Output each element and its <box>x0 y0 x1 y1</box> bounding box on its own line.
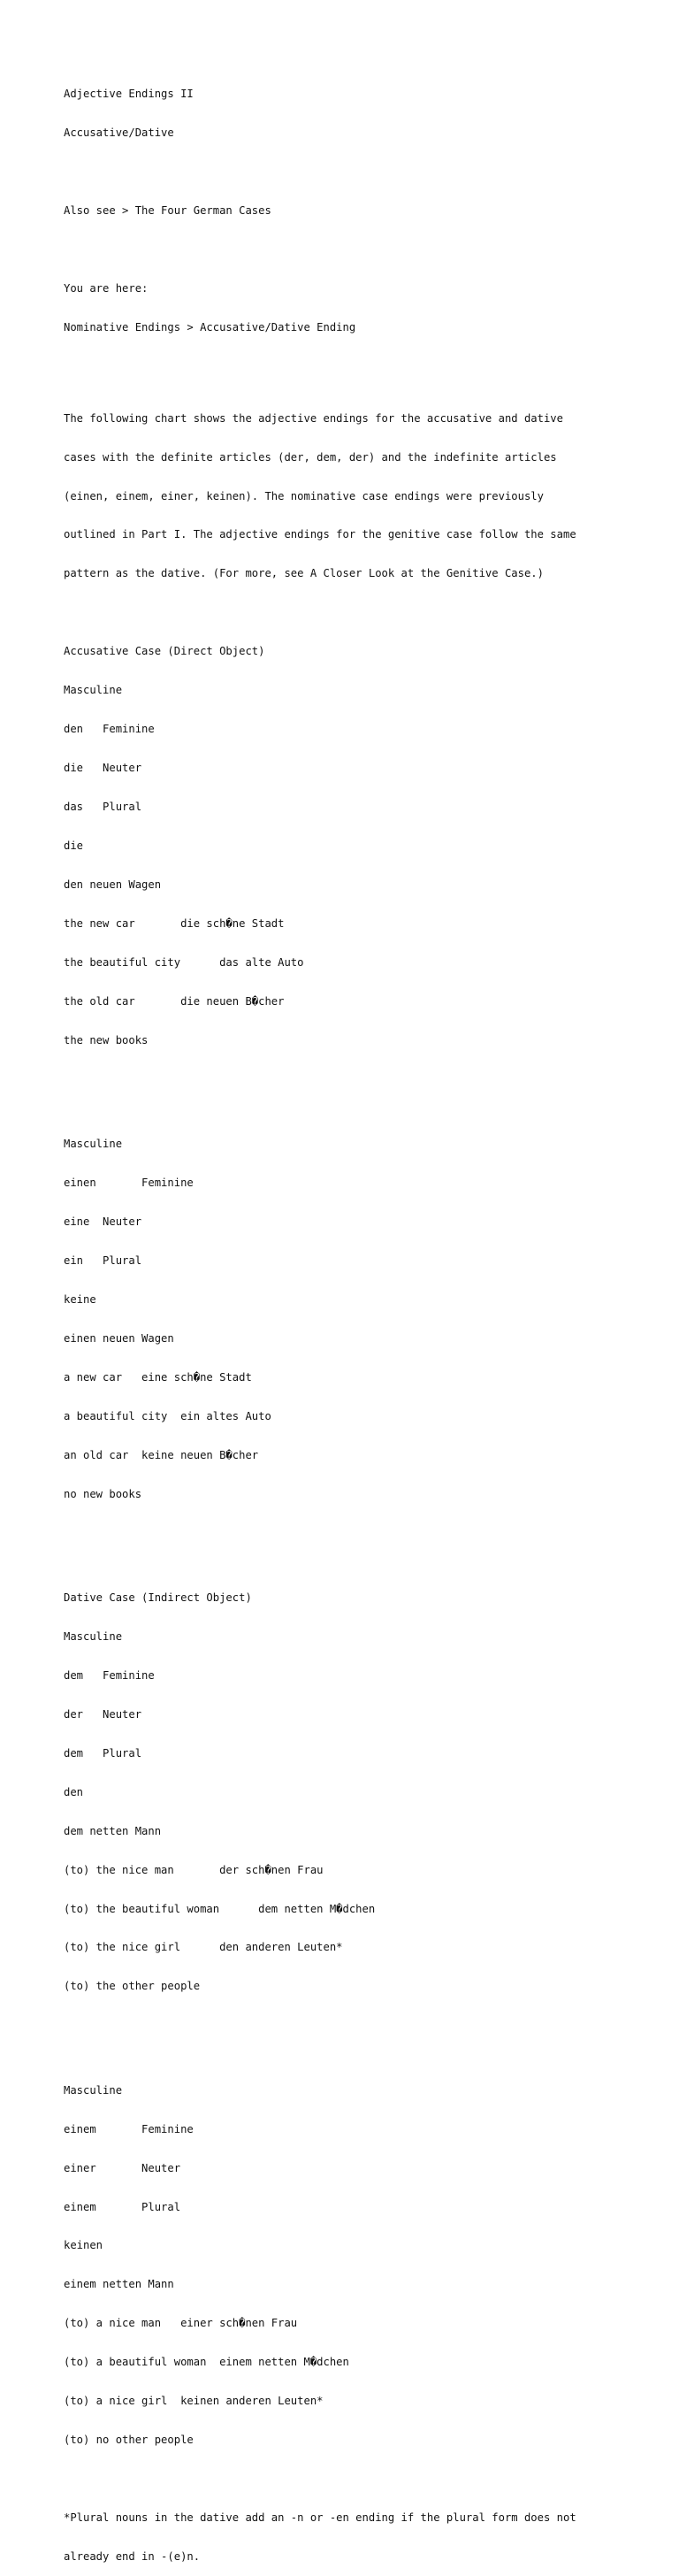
blank-line <box>64 165 665 179</box>
table-row: die <box>64 840 84 853</box>
table-row: den Feminine <box>64 723 155 736</box>
table-row: einer Neuter <box>64 2161 181 2174</box>
table-row: the old car die neuen B�cher <box>64 994 285 1008</box>
table-row: die Neuter <box>64 762 142 775</box>
table-row: (to) the other people <box>64 1980 201 1993</box>
table-row: the beautiful city das alte Auto <box>64 955 304 969</box>
table-row: (to) no other people <box>64 2434 194 2447</box>
table-row: dem Feminine <box>64 1668 155 1682</box>
table-row: a beautiful city ein altes Auto <box>64 1409 271 1422</box>
table-row: an old car keine neuen B�cher <box>64 1448 259 1461</box>
document-subtitle: Accusative/Dative <box>64 126 174 140</box>
table-row: Masculine <box>64 1138 123 1151</box>
accusative-definite-section <box>64 619 665 1073</box>
table-row: Masculine <box>64 684 123 697</box>
table-row: einem netten Mann <box>64 2278 174 2291</box>
intro-line: cases with the definite articles (der, dem, der) and the indefinite articles <box>64 450 557 464</box>
table-row: (to) the nice man der sch�nen Frau <box>64 1863 324 1876</box>
table-row: Masculine <box>64 2083 123 2097</box>
table-row: einen Feminine <box>64 1177 194 1190</box>
table-row: ein Plural <box>64 1254 142 1267</box>
footnote-line: *Plural nouns in the dative add an -n or -en ending if the plural form does not <box>64 2511 576 2525</box>
footnote-line: already end in -(e)n. <box>64 2550 201 2564</box>
table-row: einem Feminine <box>64 2122 194 2135</box>
table-row: dem Plural <box>64 1746 142 1760</box>
intro-line: The following chart shows the adjective endings for the accusative and dative <box>64 411 563 425</box>
table-row: einen neuen Wagen <box>64 1331 174 1345</box>
section-heading: Accusative Case (Direct Object) <box>64 645 265 658</box>
table-row: der Neuter <box>64 1707 142 1721</box>
table-row: keinen <box>64 2239 103 2252</box>
table-row: Masculine <box>64 1629 123 1643</box>
table-row: (to) a nice girl keinen anderen Leuten* <box>64 2395 324 2408</box>
blank-line <box>64 360 665 373</box>
table-row: das Plural <box>64 801 142 814</box>
table-row: the new car die sch�ne Stadt <box>64 917 285 930</box>
table-row: no new books <box>64 1487 142 1500</box>
table-row: den <box>64 1785 84 1798</box>
dative-definite-section <box>64 1566 665 2020</box>
table-row: keine <box>64 1292 96 1306</box>
blank-line <box>64 243 665 257</box>
table-row: (to) the beautiful woman dem netten M�dchen <box>64 1902 376 1915</box>
intro-line: (einen, einem, einer, keinen). The nominative case endings were previously <box>64 489 544 502</box>
document-title: Adjective Endings II <box>64 88 194 101</box>
breadcrumb[interactable]: Nominative Endings > Accusative/Dative Ending <box>64 321 356 334</box>
table-row: (to) the nice girl den anderen Leuten* <box>64 1941 343 1954</box>
accusative-indefinite-section <box>64 1112 665 1527</box>
document-page <box>64 62 665 2576</box>
also-see-link[interactable]: Also see > The Four German Cases <box>64 204 271 218</box>
table-row: eine Neuter <box>64 1215 142 1228</box>
section-heading: Dative Case (Indirect Object) <box>64 1591 252 1604</box>
dative-indefinite-section <box>64 2058 665 2472</box>
intro-line: outlined in Part I. The adjective endings for the genitive case follow the same <box>64 528 576 541</box>
table-row: (to) a beautiful woman einem netten M�dchen <box>64 2356 349 2369</box>
table-row: den neuen Wagen <box>64 878 162 892</box>
you-are-here-label: You are here: <box>64 282 149 295</box>
table-row: the new books <box>64 1033 149 1046</box>
table-row: a new car eine sch�ne Stadt <box>64 1370 252 1384</box>
intro-line: pattern as the dative. (For more, see A Closer Look at the Genitive Case.) <box>64 567 544 580</box>
table-row: dem netten Mann <box>64 1824 162 1837</box>
table-row: einem Plural <box>64 2200 181 2213</box>
table-row: (to) a nice man einer sch�nen Frau <box>64 2317 298 2330</box>
